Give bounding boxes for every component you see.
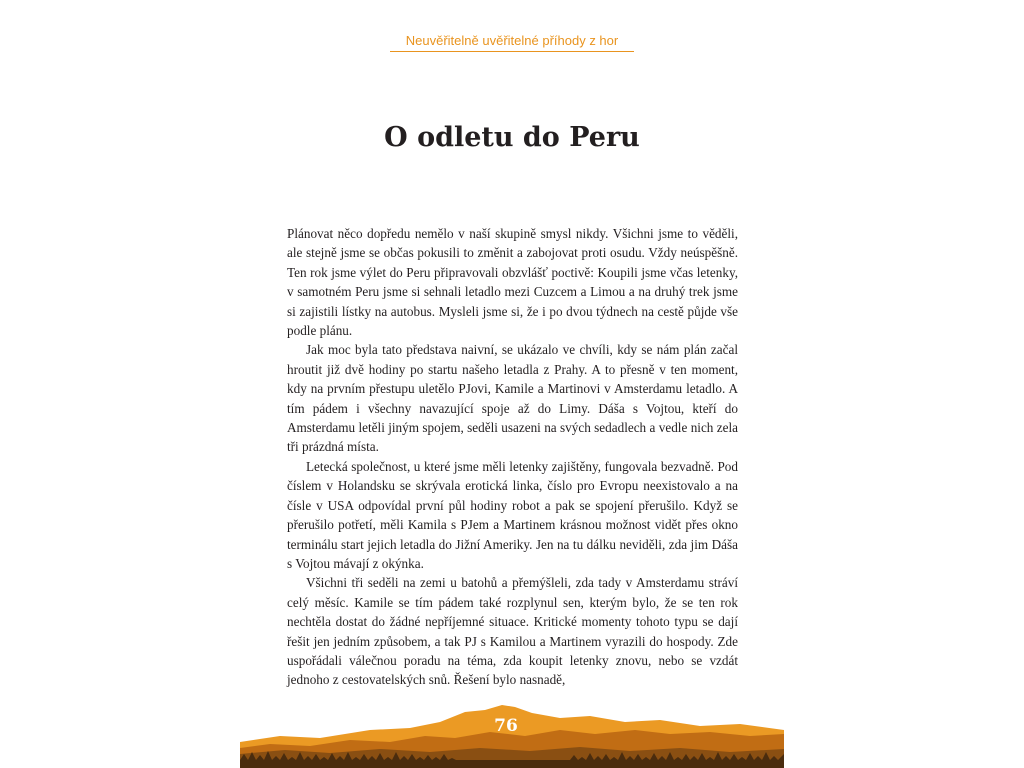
- paragraph-4: Všichni tři seděli na zemi u batohů a přemýšleli, zda tady v Amsterdamu stráví celý měsíc. Kamile se tím pádem také rozplynul sen, kterým bylo, že se ten rok nechtěla dostat do žádné nepříjemné situace. Kritické momenty tohoto typu se dají řešit jen jedním způsobem, a tak PJ s Kamilou a Martinem vyrazili do hospody. Zde uspořádali válečnou poradu na téma, zda koupit letenky znovu, nebo se vzdát jednoho z cestovatelských snů. Řešení bylo nasnadě,: [287, 575, 738, 688]
- body-text: [287, 224, 738, 690]
- paragraph-2: Jak moc byla tato představa naivní, se ukázalo ve chvíli, kdy se nám plán začal hroutit již dvě hodiny po startu našeho letadla z Prahy. A to přesně v ten moment, kdy na prvním přestupu uletělo PJovi, Kamile a Martinovi v Amsterdamu letadlo. A tím pádem i všechny navazující spoje až do Limy. Dáša s Vojtou, kteří do Amsterdamu letěli jiným spojem, seděli usazeni na svých sedadlech a vedle nich zela tři prázdná místa.: [287, 342, 738, 455]
- paragraph-3: Letecká společnost, u které jsme měli letenky zajištěny, fungovala bezvadně. Pod číslem v Holandsku se skrývala erotická linka, číslo pro Evropu neexistovalo a na čísle v USA odpovídal první půl hodiny robot a pak se spojení přerušilo. Když se přerušilo potřetí, měli Kamila s PJem a Martinem krásnou možnost vidět přes okno terminálu start jejich letadla do Jižní Ameriky. Jen na tu dálku neviděli, zda jim Dáša s Vojtou mávají z okýnka.: [287, 458, 738, 571]
- paragraph-1: Plánovat něco dopředu nemělo v naší skupině smysl nikdy. Všichni jsme to věděli, ale stejně jsme se občas pokusili to změnit a zabojovat proti osudu. Vždy neúspěšně. Ten rok jsme výlet do Peru připravovali obzvlášť poctivě: Koupili jsme včas letenky, v samotném Peru jsme si sehnali letadlo mezi Cuzcem a Limou a na druhý trek jsme si zajistili lístky na autobus. Mysleli jsme si, že i po dvou týdnech na cestě půjde vše podle plánu.: [287, 226, 738, 339]
- chapter-title: O odletu do Peru: [384, 122, 640, 153]
- page-number: 76: [494, 716, 518, 736]
- running-head: Neuvěřitelně uvěřitelné příhody z hor: [390, 33, 634, 52]
